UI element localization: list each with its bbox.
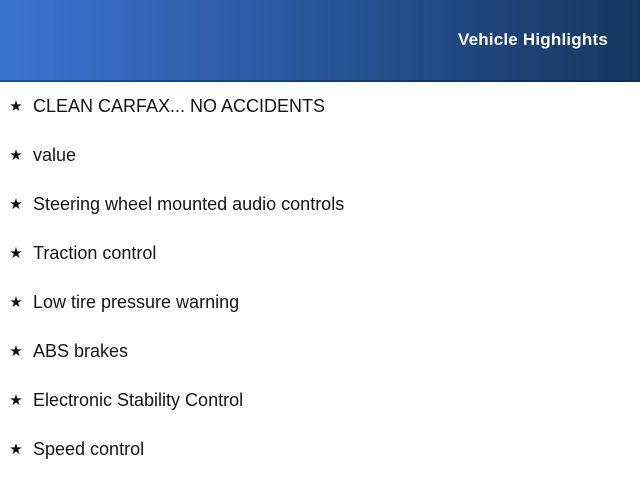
star-icon: ★ bbox=[9, 294, 23, 311]
star-icon: ★ bbox=[9, 147, 23, 164]
highlight-label: Low tire pressure warning bbox=[33, 291, 240, 312]
highlight-label: Electronic Stability Control bbox=[33, 389, 244, 410]
star-icon: ★ bbox=[9, 441, 23, 458]
star-icon: ★ bbox=[9, 196, 23, 213]
list-item bbox=[0, 229, 640, 278]
list-item bbox=[0, 425, 640, 474]
highlight-label: Traction control bbox=[33, 242, 157, 263]
highlight-label: CLEAN CARFAX... NO ACCIDENTS bbox=[33, 95, 326, 116]
list-item bbox=[0, 180, 640, 229]
highlight-list bbox=[0, 82, 640, 474]
star-icon: ★ bbox=[9, 245, 23, 262]
list-item bbox=[0, 82, 640, 131]
star-icon: ★ bbox=[9, 343, 23, 360]
star-icon: ★ bbox=[9, 392, 23, 409]
list-item bbox=[0, 327, 640, 376]
page-title: Vehicle Highlights bbox=[457, 30, 608, 49]
highlight-label: value bbox=[33, 144, 77, 165]
list-item bbox=[0, 131, 640, 180]
list-item bbox=[0, 278, 640, 327]
list-item bbox=[0, 376, 640, 425]
star-icon: ★ bbox=[9, 98, 23, 115]
vehicle-highlights-header bbox=[0, 0, 640, 82]
highlight-label: Steering wheel mounted audio controls bbox=[33, 193, 345, 214]
highlight-label: ABS brakes bbox=[33, 340, 129, 361]
highlight-label: Speed control bbox=[33, 438, 145, 459]
